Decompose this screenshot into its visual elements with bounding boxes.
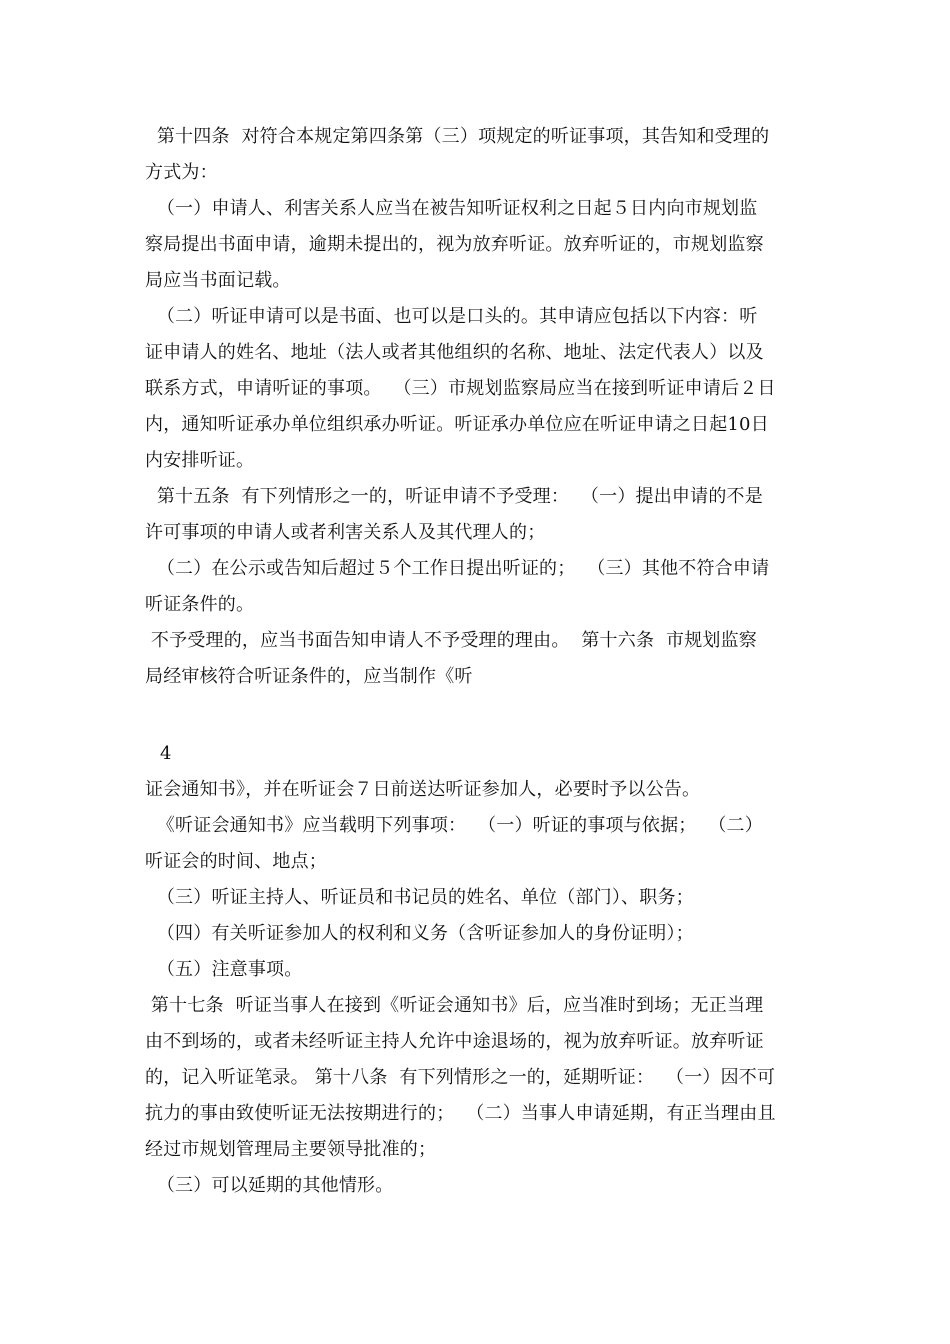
text-line: 许可事项的申请人或者利害关系人及其代理人的； [145, 522, 546, 543]
text-line: 局应当书面记载。 [145, 270, 291, 291]
text-line: （五）注意事项。 [145, 959, 303, 980]
text-block-upper [145, 119, 815, 695]
text-line: （二）听证申请可以是书面、也可以是口头的。其申请应包括以下内容：听 [145, 306, 758, 327]
text-line: 证会通知书》，并在听证会７日前送达听证参加人，必要时予以公告。 [145, 779, 701, 800]
page-number: 4 [160, 743, 172, 764]
text-line: 《听证会通知书》应当载明下列事项： （一）听证的事项与依据； （二） [145, 815, 763, 836]
text-line: 内安排听证。 [145, 450, 255, 471]
text-line: 的，记入听证笔录。 第十八条 有下列情形之一的，延期听证： （一）因不可 [145, 1067, 776, 1088]
text-line: 第十五条 有下列情形之一的，听证申请不予受理： （一）提出申请的不是 [145, 486, 763, 507]
text-line: 不予受理的，应当书面告知申请人不予受理的理由。 第十六条 市规划监察 [145, 630, 758, 651]
text-line: （三）可以延期的其他情形。 [145, 1175, 394, 1196]
text-line: （二）在公示或告知后超过５个工作日提出听证的； （三）其他不符合申请 [145, 558, 770, 579]
text-line: 证申请人的姓名、地址（法人或者其他组织的名称、地址、法定代表人）以及 [145, 342, 764, 363]
text-line: 听证条件的。 [145, 594, 255, 615]
text-block-lower [145, 736, 815, 1204]
text-line: 察局提出书面申请，逾期未提出的，视为放弃听证。放弃听证的，市规划监察 [145, 234, 764, 255]
text-line [145, 736, 815, 772]
text-line: （三）听证主持人、听证员和书记员的姓名、单位（部门）、职务； [145, 887, 694, 908]
text-line: 由不到场的，或者未经听证主持人允许中途退场的，视为放弃听证。放弃听证 [145, 1031, 764, 1052]
text-line: 方式为： [145, 162, 218, 183]
text-line: 第十七条 听证当事人在接到《听证会通知书》后，应当准时到场；无正当理 [145, 995, 764, 1016]
text-line: 联系方式，申请听证的事项。 （三）市规划监察局应当在接到听证申请后２日 [145, 378, 776, 399]
text-line: 抗力的事由致使听证无法按期进行的； （二）当事人申请延期，有正当理由且 [145, 1103, 776, 1124]
text-line: 局经审核符合听证条件的，应当制作《听 [145, 666, 473, 687]
text-line: （四）有关听证参加人的权利和义务（含听证参加人的身份证明）； [145, 923, 694, 944]
text-line: 内，通知听证承办单位组织承办听证。听证承办单位应在听证申请之日起10日 [145, 414, 769, 435]
text-line: 听证会的时间、地点； [145, 851, 327, 872]
text-line: 经过市规划管理局主要领导批准的； [145, 1139, 437, 1160]
text-line: 第十四条 对符合本规定第四条第（三）项规定的听证事项，其告知和受理的 [145, 126, 770, 147]
text-line: （一）申请人、利害关系人应当在被告知听证权利之日起５日内向市规划监 [145, 198, 758, 219]
